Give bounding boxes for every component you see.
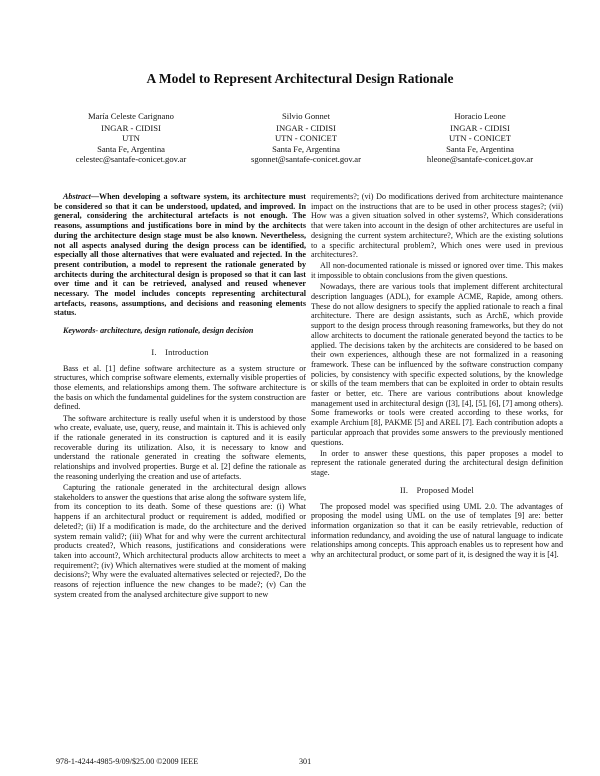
- author-location: Santa Fe, Argentina: [97, 143, 165, 154]
- paragraph: Bass et al. [1] define software architecture as a system structure or structures, which comprise software elements, externally visible properties of those elements, and relationships among them. The software architecture is the basis on which the fundamental guidelines for the system construction are defined.: [54, 363, 306, 412]
- left-column: [54, 192, 306, 601]
- paragraph: In order to answer these questions, this paper proposes a model to represent the rationale generated during the architectural design definition stage.: [311, 448, 563, 478]
- author-block-1: [36, 111, 226, 164]
- author-email: sgonnet@santafe-conicet.gov.ar: [251, 153, 361, 164]
- abstract-text: —When developing a software system, its architecture must be considered so that it can be understood, updated, and improved. In general, considering the architectural artefacts is not enough. The reasons, assumptions and justifications bore in mind by the architects during the architecture design stage must be also known. Nevertheless, not all aspects analysed during the design process can be identified, especially all those alternatives that were evaluated and rejected. In the present contribution, a model to represent the rationale generated by architects during the architectural design is proposed so that it can last over time and it can be retrieved, analysed and reused whenever necessary. The model includes concepts representing architectural artefacts, reasons, assumptions, and decisions and reasoning elements status.: [54, 192, 306, 318]
- paragraph-continued: requirements?; (vi) Do modifications derived from architecture maintenance impact on the instructions that are to be used in other process stages?; (vii) How was a given situation solved in other systems?, Which considerations that were taken into account in the design of other architectures are useful in designing the current system architecture?, Which are the existing solutions to a specific architectural problem?, Which ones were used in previous architectures?.: [311, 192, 563, 260]
- abstract-lead: Abstract: [63, 192, 91, 201]
- author-email: hleone@santafe-conicet.gov.ar: [426, 153, 534, 164]
- author-affiliation: UTN: [122, 133, 140, 144]
- page-number: 301: [299, 757, 312, 766]
- paragraph: The proposed model was specified using UML 2.0. The advantages of proposing the model using UML on the use of templates [9] are: better information organization so that it can be easily retrievable, reduction of information redundancy, and avoiding the use of natural language to indicate relationships among concepts. This approach enables us to represent how and why an architectural product, or some part of it, is designed the way it is [4].: [311, 501, 563, 560]
- author-location: Santa Fe, Argentina: [446, 143, 514, 154]
- paragraph: Capturing the rationale generated in the architectural design allows stakeholders to answer the questions that arise along the software system life, from its conception to its death. Some of these questions are: (i) What happens if an architectural product or requirement is added, modified or deleted?; (ii) If a modification is made, do the architecture and the derived system remain valid?; (iii) What for and why were the current architectural products created?, Which reasons, justifications and considerations were taken into account?, Which architectural products allow architects to meet a requirement?; (iv) Which alternatives were studied at the moment of making decisions?; Why were the evaluated alternatives selected or rejected?, Do the reasons of rejection influence the new changes to be made?; (v) Can the system created from the analysed architecture give support to new: [54, 482, 306, 599]
- author-name: Silvio Gonnet: [282, 111, 330, 121]
- author-name: Horacio Leone: [454, 111, 506, 121]
- paragraph: The software architecture is really useful when it is understood by those who create, evaluate, use, query, reuse, and maintain it. This is achieved only if the rationale generated in its construction is captured and it is easily recoverable during its utilization. Also, it is necessary to know and understand the rationale generated in creating the software elements, relationships and involved properties. Burge et al. [2] define the rationale as the reasoning underlying the creation and use of artefacts.: [54, 413, 306, 481]
- abstract: [54, 192, 306, 318]
- author-email: celestec@santafe-conicet.gov.ar: [75, 153, 187, 164]
- author-affiliation: UTN - CONICET: [274, 133, 338, 144]
- right-column: [311, 192, 563, 561]
- copyright-footer: 978-1-4244-4985-9/09/$25.00 ©2009 IEEE: [56, 757, 199, 766]
- paragraph: All non-documented rationale is missed or ignored over time. This makes it impossible to obtain conclusions from the given questions.: [311, 261, 563, 281]
- keywords: Keywords- architecture, design rationale, design decision: [63, 326, 254, 336]
- paper-title: A Model to Represent Architectural Design Rationale: [146, 71, 454, 86]
- section-heading-proposed-model: II. Proposed Model: [399, 485, 475, 495]
- author-block-2: [211, 111, 401, 164]
- author-block-3: [385, 111, 575, 164]
- author-name: María Celeste Carignano: [88, 111, 174, 121]
- author-affiliation: INGAR - CIDISI: [101, 123, 161, 134]
- author-location: Santa Fe, Argentina: [272, 143, 340, 154]
- author-affiliation: INGAR - CIDISI: [276, 123, 336, 134]
- section-heading-introduction: I. Introduction: [151, 347, 209, 357]
- author-affiliation: INGAR - CIDISI: [450, 123, 510, 134]
- author-affiliation: UTN - CONICET: [448, 133, 512, 144]
- paragraph: Nowadays, there are various tools that implement different architectural description languages (ADL), for example ACME, Rapide, among others. These do not allow designers to specify the applied rationale to reach a final architecture. There are design assistants, such as ArchE, which provide support to the design process through reasoning frameworks, but they do not allow architects to document the rationale generated beyond the tactics to be applied. The decisions taken by the architects are considered to be based on their own experiences, although these are not formalized in a reasoning framework. These can be influenced by the software construction company policies, by consistency with specific expected solutions, by the knowledge or skills of the team members that can be exploited in order to obtain results faster or better, etc. There are various contributions about knowledge management used in architectural design ([3], [4], [5], [6], [7] among others). Some frameworks or tools were created according to these works, for example Archium [8], PAKME [5] and AREL [7]. Each contribution adopts a particular approach that provides some answers to the previously mentioned questions.: [311, 282, 563, 447]
